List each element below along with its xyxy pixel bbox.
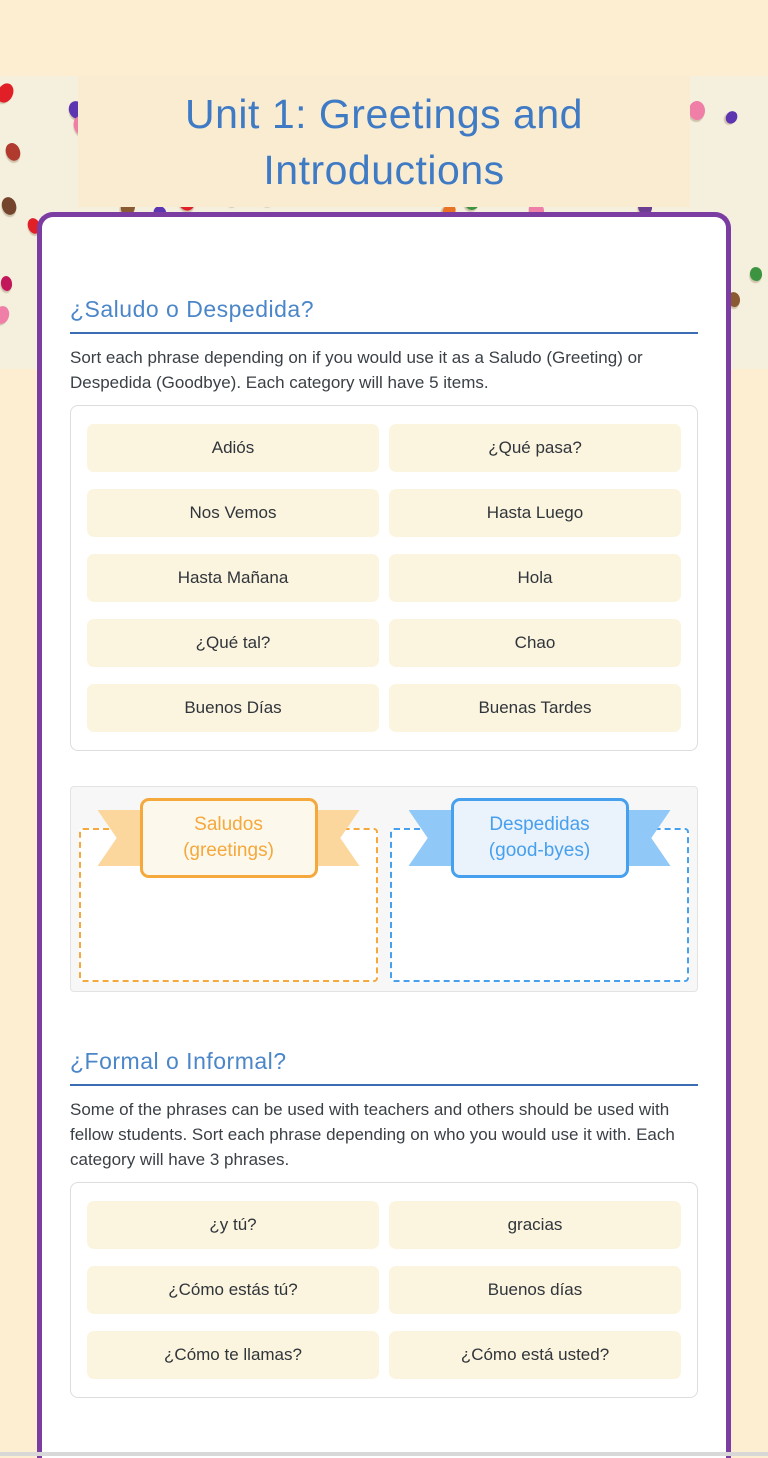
section-saludo-o-despedida (70, 296, 698, 992)
phrase-tile[interactable]: Nos Vemos (87, 489, 379, 537)
sorting-drop-area (70, 786, 698, 992)
phrase-tile[interactable]: Hasta Luego (389, 489, 681, 537)
despedidas-ribbon-label (451, 798, 629, 878)
phrase-tile[interactable]: Adiós (87, 424, 379, 472)
category-label-main: Saludos (194, 814, 263, 835)
viewport-bottom-edge (0, 1452, 768, 1456)
category-label-sub: (good-byes) (488, 840, 591, 861)
phrase-tile[interactable]: Hasta Mañana (87, 554, 379, 602)
section-formal-o-informal (70, 1048, 698, 1398)
phrase-tile[interactable]: Buenos días (389, 1266, 681, 1314)
heading-divider (70, 1084, 698, 1086)
section-heading: ¿Saludo o Despedida? (70, 296, 314, 322)
saludos-ribbon-label (140, 798, 318, 878)
category-zone-saludos (79, 798, 378, 982)
worksheet-title-banner (78, 76, 690, 207)
category-label-main: Despedidas (489, 814, 590, 835)
phrase-tile[interactable]: ¿Cómo está usted? (389, 1331, 681, 1379)
worksheet-title-line-1: Unit 1: Greetings and (185, 90, 583, 137)
saludos-ribbon (79, 798, 378, 878)
heading-divider (70, 332, 698, 334)
worksheet-page (0, 76, 768, 1458)
phrase-tile[interactable]: ¿Qué tal? (87, 619, 379, 667)
section-instructions: Sort each phrase depending on if you would use it as a Saludo (Greeting) or Despedida (Goodbye). Each category will have 5 items. (70, 348, 643, 392)
section-heading: ¿Formal o Informal? (70, 1048, 287, 1074)
phrase-bank (70, 405, 698, 751)
phrase-tile[interactable]: Buenos Días (87, 684, 379, 732)
phrase-tile[interactable]: ¿Cómo estás tú? (87, 1266, 379, 1314)
phrase-bank (70, 1182, 698, 1398)
phrase-tile[interactable]: ¿Cómo te llamas? (87, 1331, 379, 1379)
despedidas-ribbon (390, 798, 689, 878)
phrase-tile[interactable]: Hola (389, 554, 681, 602)
phrase-tile[interactable]: Buenas Tardes (389, 684, 681, 732)
category-label-sub: (greetings) (183, 840, 274, 861)
phrase-tile[interactable]: gracias (389, 1201, 681, 1249)
phrase-tile[interactable]: Chao (389, 619, 681, 667)
phrase-tile[interactable]: ¿y tú? (87, 1201, 379, 1249)
phrase-tile[interactable]: ¿Qué pasa? (389, 424, 681, 472)
worksheet-card (37, 212, 731, 1458)
section-instructions: Some of the phrases can be used with teachers and others should be used with fellow students. Sort each phrase depending on who you would use it with. Each category will have 3 phrases. (70, 1100, 675, 1169)
category-zone-despedidas (390, 798, 689, 982)
worksheet-title-line-2: Introductions (263, 146, 505, 193)
